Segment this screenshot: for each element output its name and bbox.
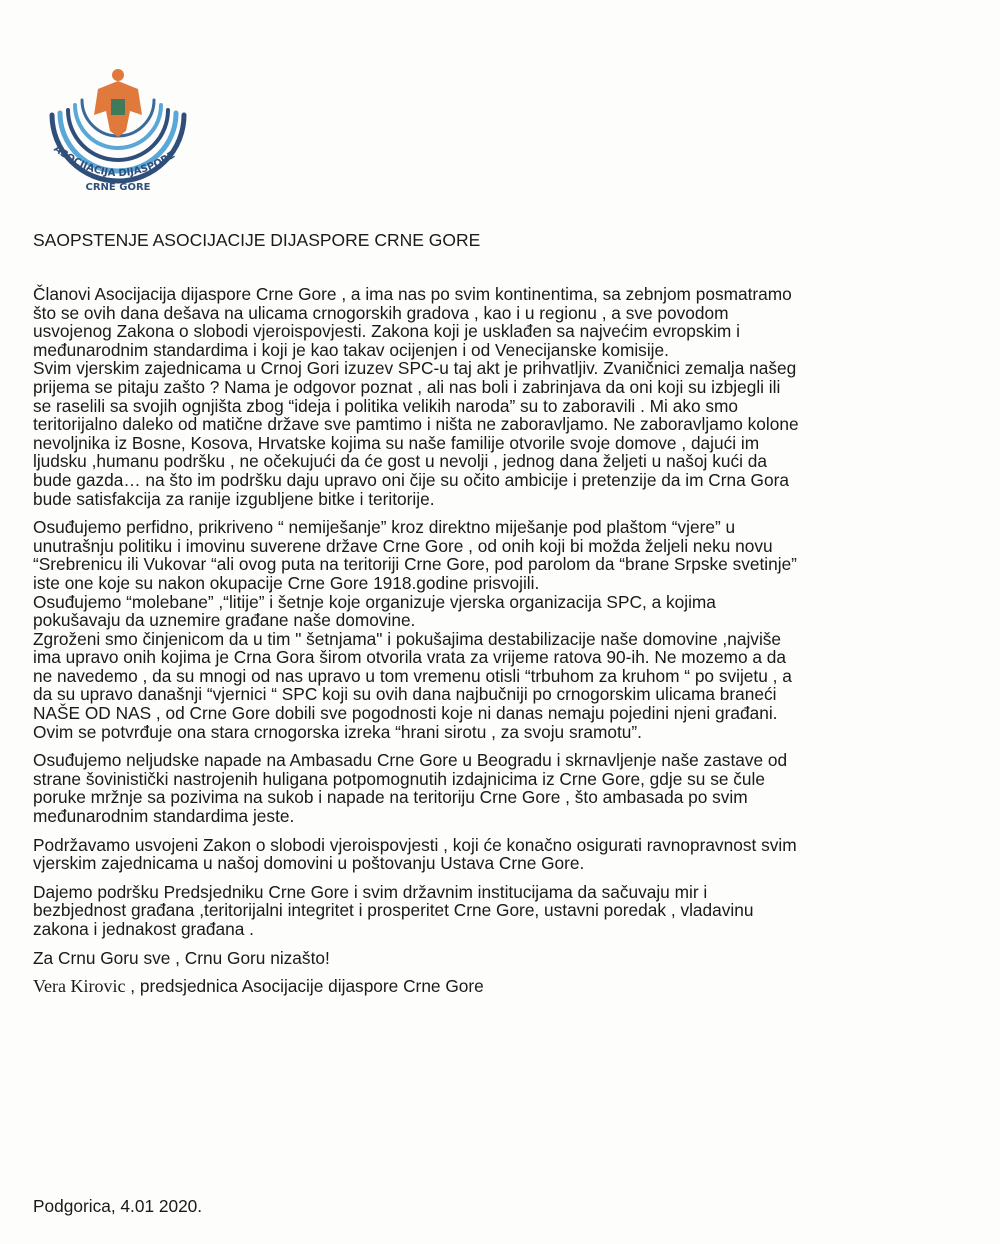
text-line: Svim vjerskim zajednicama u Crnoj Gori izuzev SPC-u taj akt je prihvatljiv. Zvaničnici zemalja našeg xyxy=(33,358,797,379)
text-line: nevoljnika iz Bosne, Kosova, Hrvatske kojima su naše familije otvorile svoje domove , dajući im xyxy=(33,432,760,453)
text-line: Dajemo podršku Predsjedniku Crne Gore i svim državnim institucijama da sačuvaju mir i xyxy=(33,881,708,902)
place-date: Podgorica, 4.01 2020. xyxy=(33,1196,203,1216)
signatory-name: Vera Kirovic xyxy=(33,976,126,997)
text-line: Podržavamo usvojeni Zakon o slobodi vjeroispovjesti , koji će konačno osigurati ravnopravnost svim xyxy=(33,834,797,855)
logo-text: ASOCIJACIJA DIJASPORE xyxy=(51,143,178,180)
text-line: Osuđujemo perfidno, prikriveno “ nemiješanje” kroz direktno miješanje pod plaštom “vjere” u xyxy=(33,517,736,538)
text-line: zakona i jednakost građana . xyxy=(33,919,254,939)
signatory-title: , predsjednica Asocijacije dijaspore Crne Gore xyxy=(125,976,484,997)
text-line: se raselili sa svojih ognjišta zbog “ideja i politika velikih naroda” su to zaboravili . Mi ako smo xyxy=(33,395,739,416)
logo-text-2: CRNE GORE xyxy=(85,182,151,193)
text-line: “Srebrenicu ili Vukovar “ali ovog puta na teritoriji Crne Gore, pod parolom da “brane Srpske svetinje” xyxy=(33,554,797,575)
text-line: ne navedemo , da su mnogi od nas upravo u tom vremenu otisli “trbuhom za kruhom “ po svijetu , a xyxy=(33,665,792,686)
paragraph xyxy=(33,949,983,968)
paragraph xyxy=(33,883,983,939)
signature xyxy=(33,977,983,996)
text-line: međunarodnim standardima jeste. xyxy=(33,806,295,827)
text-line: pokušavaju da uznemire građane naše domovine. xyxy=(33,610,416,631)
text-line: strane šovinistički nastrojenih huligana potpomognutih izdajnicima iz Crne Gore, gdje su se čule xyxy=(33,768,765,789)
text-line: bude gazda… na što im podršku daju upravo oni čije su očito ambicije i pretenzije da im Crna Gora xyxy=(33,469,789,490)
document-body xyxy=(33,285,983,996)
text-line: Članovi Asocijacija dijaspore Crne Gore , a ima nas po svim kontinentima, sa zebnjom posmatramo xyxy=(33,284,792,304)
text-line: da su upravo današnji “vjernici “ SPC koji su ovih dana najbučniji po crnogorskim ulicama braneći xyxy=(33,684,777,705)
document-heading: SAOPSTENJE ASOCIJACIJE DIJASPORE CRNE GORE xyxy=(33,230,481,250)
paragraph xyxy=(33,836,983,873)
text-line: prijema se pitaju zašto ? Nama je odgovor poznat , ali nas boli i zabrinjava da oni koji su izbjegli ili xyxy=(33,376,781,397)
text-line: unutrašnju politiku i imovinu suverene države Crne Gore , od onih koji bi možda željeli neku novu xyxy=(33,535,773,556)
association-logo xyxy=(38,55,198,205)
text-line: bude satisfakcija za ranije izgubljene bitke i teritorije. xyxy=(33,488,435,509)
text-line: Ovim se potvrđuje ona stara crnogorska izreka “hrani sirotu , za svoju sramotu”. xyxy=(33,721,642,742)
text-line: NAŠE OD NAS , od Crne Gore dobili sve pogodnosti koje ni danas nemaju pojedini njeni građani. xyxy=(33,703,778,724)
text-line: bezbjednost građana ,teritorijalni integritet i prosperitet Crne Gore, ustavni poredak , vladavinu xyxy=(33,900,754,921)
text-line: iste one koje su nakon okupacije Crne Gore 1918.godine prisvojili. xyxy=(33,572,540,593)
paragraph xyxy=(33,285,983,508)
text-line: vjerskim zajednicama u našoj domovini u poštovanju Ustava Crne Gore. xyxy=(33,853,585,874)
eagle-emblem-icon xyxy=(94,69,142,137)
text-line: Osuđujemo “molebane” ,“litije” i šetnje koje organizuje vjerska organizacija SPC, a kojima xyxy=(33,591,716,612)
text-line: Zgroženi smo činjenicom da u tim " šetnjama" i pokušajima destabilizacije naše domovine ,najviše xyxy=(33,628,782,649)
text-line: ljudsku ,humanu podršku , ne očekujući da će gost u nevolji , jednog dana željeti u našoj kući da xyxy=(33,451,767,472)
paragraph xyxy=(33,751,983,825)
text-line: Osuđujemo neljudske napade na Ambasadu Crne Gore u Beogradu i skrnavljenje naše zastave od xyxy=(33,750,788,771)
text-line: što se ovih dana dešava na ulicama crnogorskih gradova , kao i u regionu , a sve povodom xyxy=(33,302,729,323)
text-line: međunarodnim standardima i koji je kao takav ocijenjen i od Venecijanske komisije. xyxy=(33,339,669,360)
text-line: poruke mržnje sa pozivima na sukob i napade na teritoriju Crne Gore , što ambasada po svim xyxy=(33,787,748,808)
paragraph xyxy=(33,518,983,741)
text-line: ima upravo onih kojima je Crna Gora širom otvorila vrata za vrijeme ratova 90-ih. Ne mozemo a da xyxy=(33,647,787,668)
text-line: teritorijalno daleko od matične države sve pamtimo i ništa ne zaboravljamo. Ne zaboravljamo kolone xyxy=(33,414,799,435)
text-line: usvojenog Zakona o slobodi vjeroispovjesti. Zakona koji je usklađen sa najvećim evropskim i xyxy=(33,321,740,342)
text-line: Za Crnu Goru sve , Crnu Goru nizašto! xyxy=(33,947,330,968)
